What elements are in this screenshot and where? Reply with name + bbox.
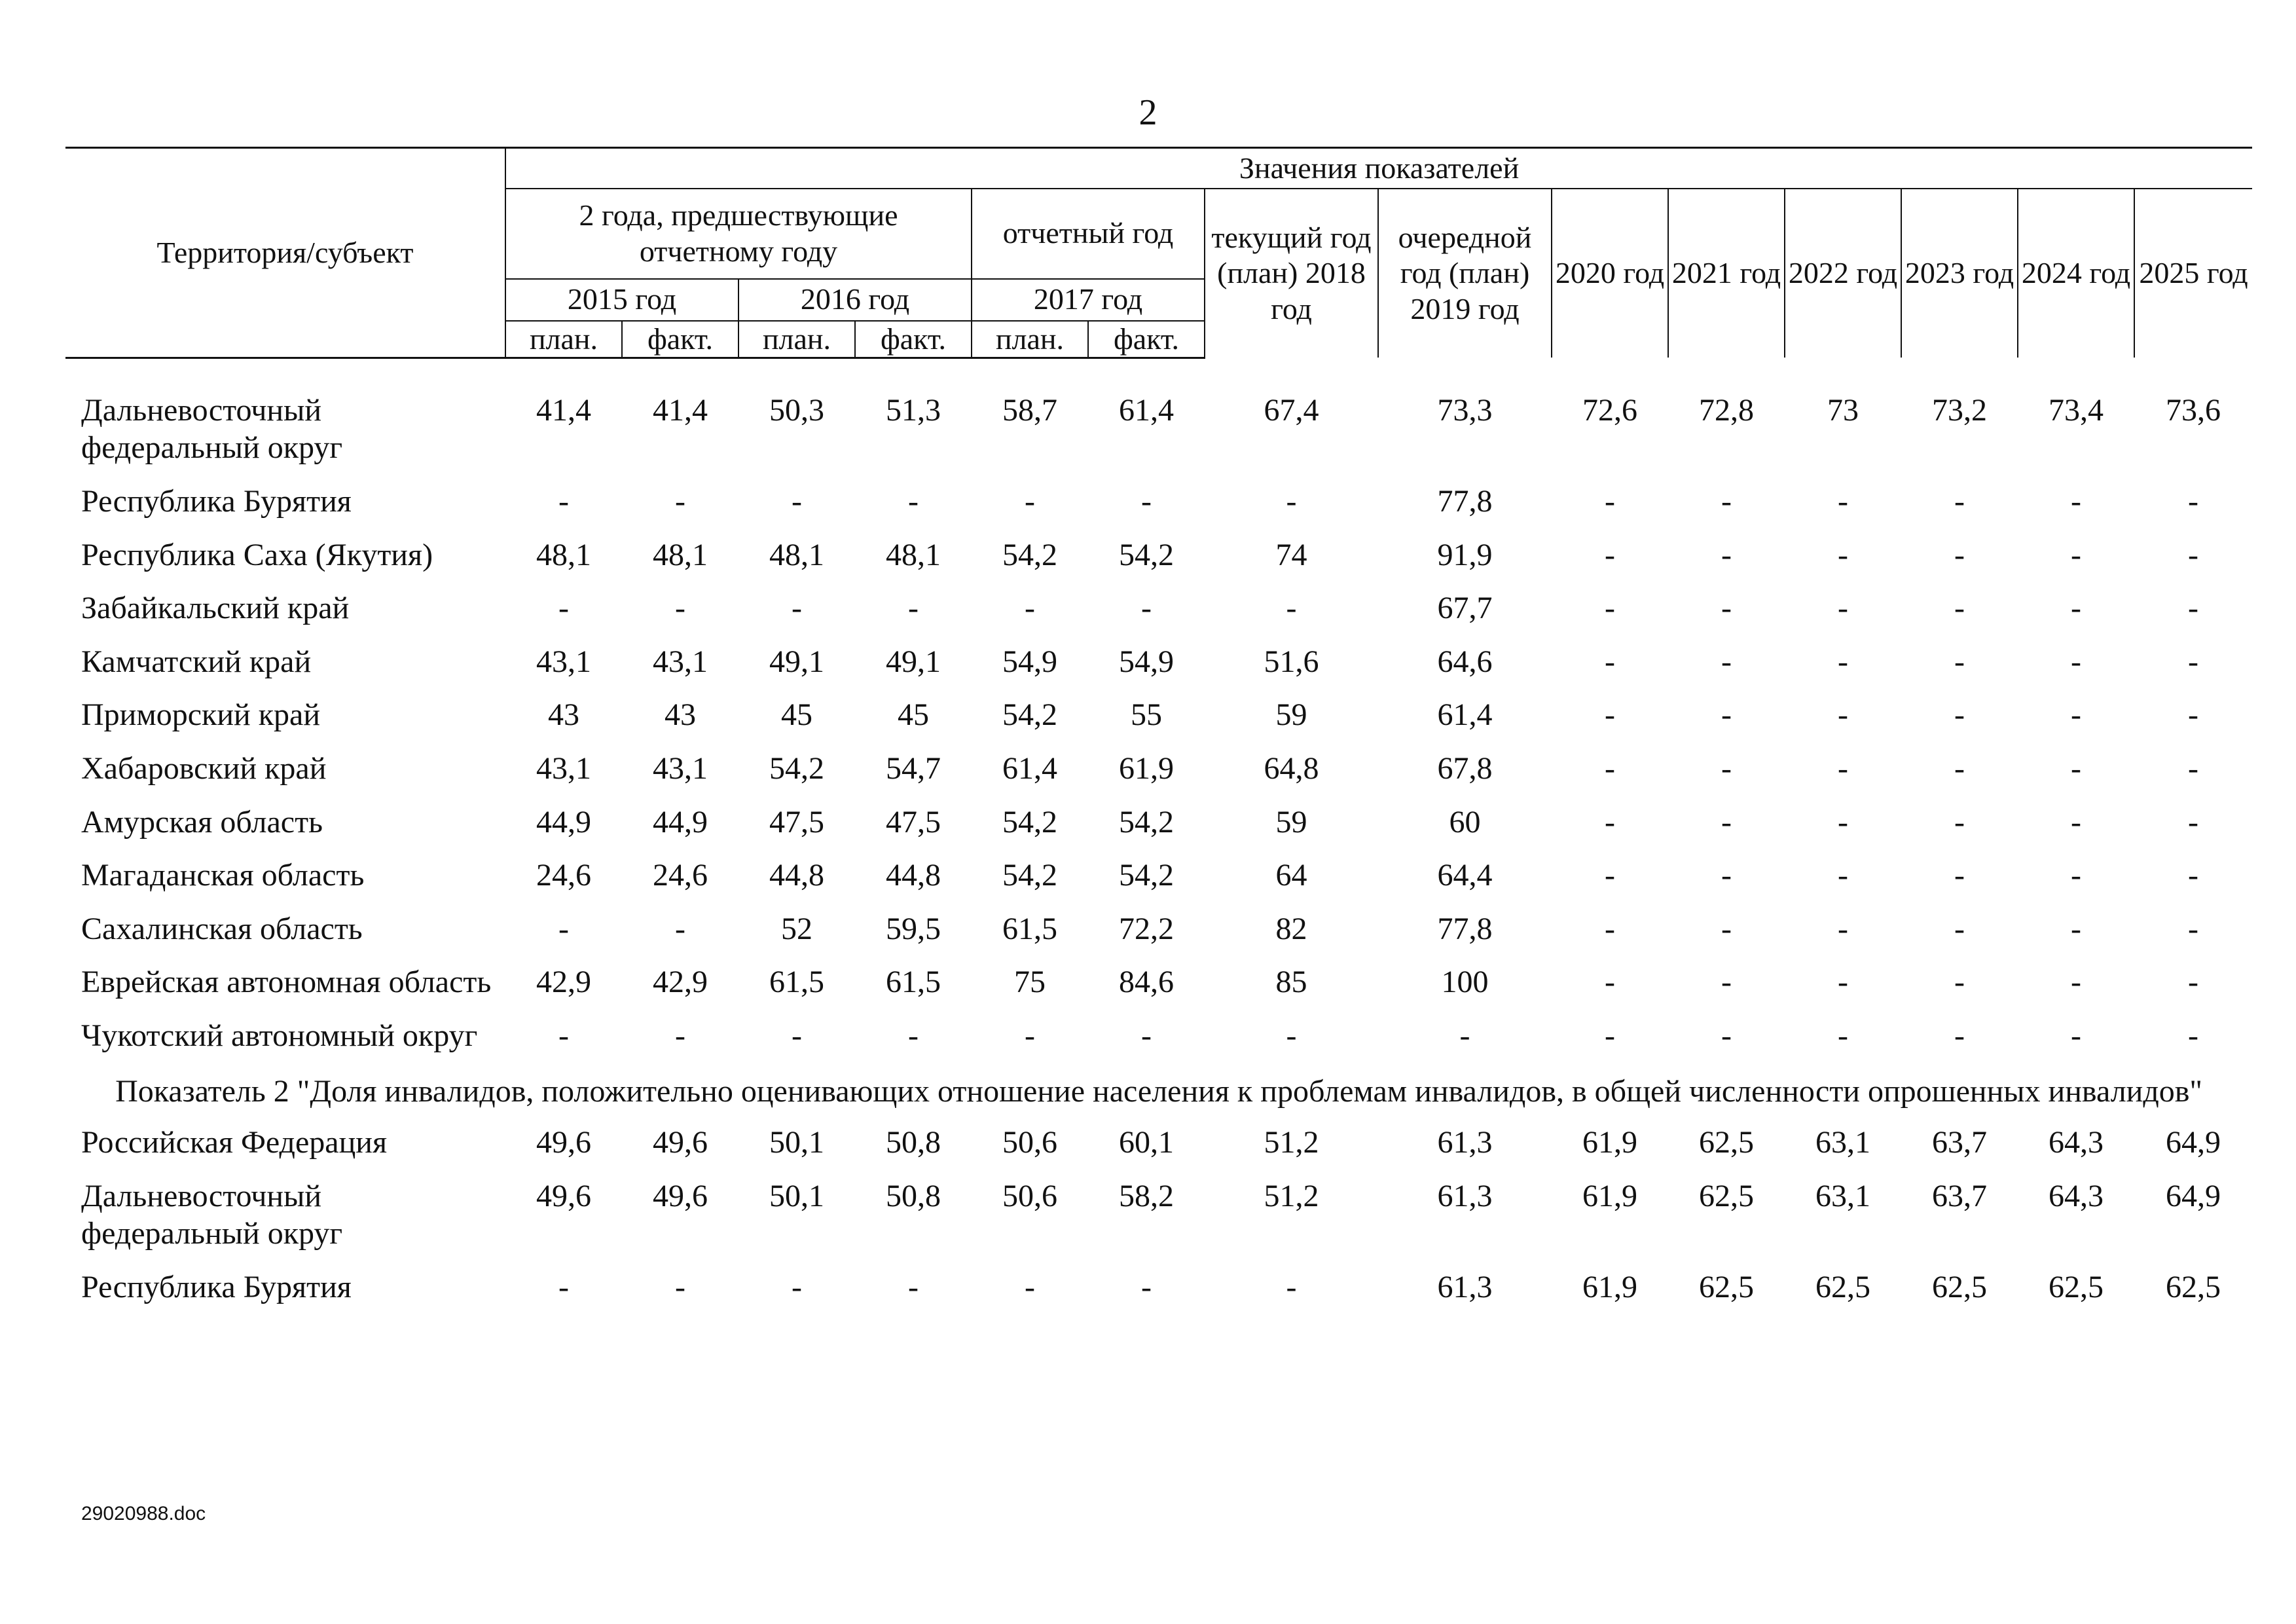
row-value-cell: 61,3	[1437, 1125, 1493, 1160]
header-2023: 2023 год	[1901, 189, 2018, 358]
row-value-cell: 24,6	[653, 858, 708, 893]
row-value-cell: 74	[1275, 537, 1307, 572]
page-number: 2	[1139, 92, 1157, 133]
row-value-cell: 52	[781, 911, 812, 946]
row-value-cell: -	[1605, 804, 1615, 840]
row-territory-name: Хабаровский край	[81, 750, 327, 786]
row-value-cell: 54,2	[1002, 804, 1057, 840]
row-value-cell: -	[1721, 591, 1732, 626]
row-value-cell: -	[792, 483, 802, 519]
row-value-cell: 41,4	[653, 392, 708, 428]
row-value-cell: -	[2188, 858, 2199, 893]
row-value-cell: 48,1	[886, 537, 941, 572]
header-2017: 2017 год	[972, 279, 1205, 321]
row-value-cell: 61,3	[1437, 1178, 1493, 1213]
row-value-cell: 64,4	[1437, 858, 1493, 893]
row-value-cell: -	[2071, 750, 2081, 786]
row-value-cell: 42,9	[536, 965, 591, 1000]
table-row	[65, 1171, 2252, 1262]
row-value-cell: 44,9	[653, 804, 708, 840]
row-value-cell: 44,8	[769, 858, 824, 893]
row-value-cell: -	[2188, 750, 2199, 786]
row-value-cell: 54,2	[1119, 858, 1174, 893]
row-value-cell: 49,6	[536, 1178, 591, 1213]
row-territory-name: Российская Федерация	[81, 1125, 388, 1160]
table-row	[65, 957, 2252, 1010]
spacer-row	[65, 358, 2252, 385]
header-2024: 2024 год	[2018, 189, 2134, 358]
row-value-cell: 49,1	[886, 644, 941, 679]
row-value-cell: 62,5	[1815, 1269, 1870, 1304]
row-value-cell: 51,6	[1264, 644, 1319, 679]
row-value-cell: -	[1605, 750, 1615, 786]
row-value-cell: 73,3	[1437, 392, 1493, 428]
row-value-cell: 49,1	[769, 644, 824, 679]
row-value-cell: 64,3	[2049, 1178, 2104, 1213]
row-value-cell: 44,9	[536, 804, 591, 840]
row-value-cell: 49,6	[653, 1178, 708, 1213]
row-value-cell: 41,4	[536, 392, 591, 428]
row-value-cell: 63,1	[1815, 1178, 1870, 1213]
row-value-cell: 60	[1449, 804, 1481, 840]
row-territory-name: Дальневосточный федеральный округ	[81, 1178, 343, 1251]
row-value-cell: 45	[898, 697, 929, 733]
table-body	[65, 358, 2252, 1315]
table-row	[65, 797, 2252, 851]
row-value-cell: -	[1721, 911, 1732, 946]
row-value-cell: 54,7	[886, 750, 941, 786]
row-value-cell: -	[1721, 804, 1732, 840]
row-value-cell: 63,7	[1932, 1178, 1987, 1213]
row-value-cell: -	[558, 1269, 569, 1304]
row-value-cell: -	[1721, 483, 1732, 519]
table-row	[65, 690, 2252, 743]
row-value-cell: -	[1605, 1018, 1615, 1053]
row-value-cell: -	[1286, 1018, 1297, 1053]
header-2020: 2020 год	[1552, 189, 1668, 358]
row-value-cell: 77,8	[1437, 911, 1493, 946]
row-value-cell: -	[1838, 644, 1848, 679]
row-value-cell: 50,6	[1002, 1125, 1057, 1160]
row-territory-name: Приморский край	[81, 697, 321, 733]
header-prior-years: 2 года, предшествующие отчетному году	[505, 189, 972, 279]
row-value-cell: -	[1838, 483, 1848, 519]
row-value-cell: 54,2	[1119, 537, 1174, 572]
row-value-cell: -	[1954, 483, 1965, 519]
table-row	[65, 530, 2252, 583]
row-value-cell: 47,5	[769, 804, 824, 840]
row-value-cell: -	[792, 1018, 802, 1053]
row-value-cell: -	[1721, 697, 1732, 733]
row-value-cell: 45	[781, 697, 812, 733]
header-territory: Территория/субъект	[65, 148, 505, 358]
table-row	[65, 1010, 2252, 1064]
row-value-cell: -	[1838, 591, 1848, 626]
row-value-cell: 64,9	[2166, 1178, 2221, 1213]
row-value-cell: 51,2	[1264, 1178, 1319, 1213]
row-value-cell: 43,1	[653, 750, 708, 786]
row-value-cell: 47,5	[886, 804, 941, 840]
header-2021: 2021 год	[1668, 189, 1785, 358]
row-value-cell: 67,4	[1264, 392, 1319, 428]
row-value-cell: -	[1954, 591, 1965, 626]
header-reporting-year: отчетный год	[972, 189, 1205, 279]
row-value-cell: 50,1	[769, 1178, 824, 1213]
row-value-cell: -	[2071, 537, 2081, 572]
row-value-cell: -	[1954, 804, 1965, 840]
table-row	[65, 637, 2252, 690]
row-value-cell: -	[2188, 697, 2199, 733]
row-value-cell: -	[1838, 697, 1848, 733]
row-territory-name: Республика Бурятия	[81, 483, 352, 519]
table-row	[65, 1117, 2252, 1171]
row-territory-name: Сахалинская область	[81, 911, 363, 946]
row-value-cell: 44,8	[886, 858, 941, 893]
table-row	[65, 385, 2252, 476]
row-value-cell: 50,8	[886, 1178, 941, 1213]
row-value-cell: -	[1954, 697, 1965, 733]
row-value-cell: 62,5	[1699, 1125, 1754, 1160]
table-row	[65, 904, 2252, 957]
row-value-cell: 43,1	[536, 750, 591, 786]
row-value-cell: -	[2188, 483, 2199, 519]
row-value-cell: -	[1459, 1018, 1470, 1053]
row-value-cell: 73	[1827, 392, 1859, 428]
table-header	[65, 148, 2252, 358]
header-plan-2015: план.	[505, 321, 622, 358]
row-value-cell: 51,3	[886, 392, 941, 428]
row-value-cell: 61,4	[1437, 697, 1493, 733]
row-value-cell: -	[1605, 537, 1615, 572]
row-value-cell: 50,1	[769, 1125, 824, 1160]
row-territory-name: Камчатский край	[81, 644, 312, 679]
row-value-cell: -	[1838, 965, 1848, 1000]
row-value-cell: -	[2071, 1018, 2081, 1053]
row-value-cell: -	[2188, 591, 2199, 626]
row-value-cell: -	[1721, 644, 1732, 679]
row-value-cell: -	[1954, 858, 1965, 893]
row-value-cell: 54,2	[769, 750, 824, 786]
row-territory-name: Забайкальский край	[81, 591, 350, 626]
row-value-cell: -	[1721, 750, 1732, 786]
row-value-cell: -	[1605, 911, 1615, 946]
row-value-cell: 61,5	[886, 965, 941, 1000]
row-value-cell: -	[558, 483, 569, 519]
row-value-cell: 62,5	[1932, 1269, 1987, 1304]
row-value-cell: -	[1605, 483, 1615, 519]
row-value-cell: 54,2	[1119, 804, 1174, 840]
row-value-cell: -	[1838, 804, 1848, 840]
row-value-cell: -	[908, 1018, 919, 1053]
row-value-cell: -	[1721, 965, 1732, 1000]
row-value-cell: -	[2071, 965, 2081, 1000]
row-value-cell: -	[1954, 911, 1965, 946]
row-value-cell: 49,6	[536, 1125, 591, 1160]
row-value-cell: -	[1605, 591, 1615, 626]
row-value-cell: -	[2188, 1018, 2199, 1053]
row-value-cell: 48,1	[769, 537, 824, 572]
row-value-cell: 64,9	[2166, 1125, 2221, 1160]
row-value-cell: -	[675, 1018, 685, 1053]
header-plan-2016: план.	[738, 321, 855, 358]
row-value-cell: -	[1954, 750, 1965, 786]
header-fact-2017: факт.	[1088, 321, 1205, 358]
row-value-cell: 72,6	[1582, 392, 1637, 428]
row-value-cell: -	[908, 591, 919, 626]
row-value-cell: -	[1838, 537, 1848, 572]
row-value-cell: 61,9	[1582, 1125, 1637, 1160]
row-value-cell: 77,8	[1437, 483, 1493, 519]
row-value-cell: -	[1025, 1269, 1035, 1304]
row-value-cell: 72,8	[1699, 392, 1754, 428]
row-value-cell: 73,4	[2049, 392, 2104, 428]
row-value-cell: 62,5	[2049, 1269, 2104, 1304]
row-value-cell: 75	[1014, 965, 1046, 1000]
row-value-cell: 43,1	[653, 644, 708, 679]
row-value-cell: 42,9	[653, 965, 708, 1000]
row-value-cell: -	[2071, 697, 2081, 733]
row-value-cell: 62,5	[2166, 1269, 2221, 1304]
row-value-cell: 63,7	[1932, 1125, 1987, 1160]
row-value-cell: 63,1	[1815, 1125, 1870, 1160]
row-territory-name: Амурская область	[81, 804, 323, 840]
row-value-cell: 55	[1131, 697, 1162, 733]
spacer-cell	[65, 358, 2252, 385]
row-value-cell: 64,8	[1264, 750, 1319, 786]
indicators-table	[65, 147, 2252, 1315]
row-value-cell: -	[2071, 591, 2081, 626]
row-value-cell: -	[1838, 858, 1848, 893]
row-value-cell: 64,3	[2049, 1125, 2104, 1160]
row-value-cell: -	[1141, 591, 1152, 626]
row-value-cell: -	[1286, 591, 1297, 626]
header-values: Значения показателей	[505, 148, 2252, 189]
row-value-cell: 84,6	[1119, 965, 1174, 1000]
row-value-cell: 50,6	[1002, 1178, 1057, 1213]
row-value-cell: -	[1605, 697, 1615, 733]
row-value-cell: -	[675, 1269, 685, 1304]
row-value-cell: 61,5	[769, 965, 824, 1000]
row-value-cell: 61,9	[1582, 1178, 1637, 1213]
header-plan-2017: план.	[972, 321, 1088, 358]
row-value-cell: -	[2188, 537, 2199, 572]
row-value-cell: -	[1954, 537, 1965, 572]
row-value-cell: 85	[1275, 965, 1307, 1000]
row-value-cell: 54,2	[1002, 697, 1057, 733]
row-territory-name: Республика Бурятия	[81, 1269, 352, 1304]
row-value-cell: -	[2188, 965, 2199, 1000]
row-value-cell: 60,1	[1119, 1125, 1174, 1160]
row-territory-name: Чукотский автономный округ	[81, 1018, 478, 1053]
row-value-cell: 59	[1275, 804, 1307, 840]
row-value-cell: 43	[665, 697, 696, 733]
row-value-cell: -	[1025, 591, 1035, 626]
row-value-cell: -	[1954, 1018, 1965, 1053]
row-value-cell: 59	[1275, 697, 1307, 733]
row-value-cell: 50,3	[769, 392, 824, 428]
row-territory-name: Еврейская автономная область	[81, 965, 492, 1000]
row-value-cell: 62,5	[1699, 1178, 1754, 1213]
row-value-cell: -	[1025, 1018, 1035, 1053]
row-value-cell: 43	[548, 697, 579, 733]
row-value-cell: 54,2	[1002, 537, 1057, 572]
row-territory-name: Магаданская область	[81, 858, 365, 893]
row-territory-name: Республика Саха (Якутия)	[81, 537, 433, 572]
row-value-cell: 61,3	[1437, 1269, 1493, 1304]
table-row	[65, 850, 2252, 904]
row-value-cell: 48,1	[653, 537, 708, 572]
row-value-cell: -	[2071, 858, 2081, 893]
row-value-cell: -	[908, 1269, 919, 1304]
row-value-cell: 82	[1275, 911, 1307, 946]
row-value-cell: -	[1954, 644, 1965, 679]
row-value-cell: -	[1954, 965, 1965, 1000]
header-current-year: текущий год (план) 2018 год	[1205, 189, 1378, 358]
row-value-cell: -	[1838, 750, 1848, 786]
row-value-cell: -	[908, 483, 919, 519]
header-next-year: очередной год (план) 2019 год	[1378, 189, 1552, 358]
row-value-cell: 54,9	[1119, 644, 1174, 679]
row-value-cell: -	[675, 591, 685, 626]
header-2022: 2022 год	[1785, 189, 1901, 358]
row-value-cell: 61,5	[1002, 911, 1057, 946]
row-value-cell: -	[558, 591, 569, 626]
row-value-cell: -	[792, 591, 802, 626]
row-value-cell: 100	[1441, 965, 1489, 1000]
row-value-cell: -	[1838, 1018, 1848, 1053]
row-value-cell: -	[558, 911, 569, 946]
row-value-cell: -	[2188, 804, 2199, 840]
row-value-cell: -	[2188, 644, 2199, 679]
row-value-cell: 73,2	[1932, 392, 1987, 428]
row-value-cell: 61,4	[1119, 392, 1174, 428]
row-value-cell: -	[2071, 483, 2081, 519]
row-value-cell: 54,2	[1002, 858, 1057, 893]
row-value-cell: -	[1286, 1269, 1297, 1304]
row-value-cell: 91,9	[1437, 537, 1493, 572]
row-value-cell: -	[1721, 1018, 1732, 1053]
row-value-cell: 59,5	[886, 911, 941, 946]
row-value-cell: -	[1605, 965, 1615, 1000]
row-value-cell: 43,1	[536, 644, 591, 679]
row-value-cell: 58,7	[1002, 392, 1057, 428]
section-title: Показатель 2 "Доля инвалидов, положительно оценивающих отношение населения к проблемам инвалидов, в общей численности опрошенных инвалидов"	[115, 1074, 2203, 1109]
row-value-cell: 73,6	[2166, 392, 2221, 428]
row-value-cell: -	[2071, 644, 2081, 679]
row-value-cell: -	[558, 1018, 569, 1053]
row-value-cell: 61,9	[1119, 750, 1174, 786]
row-value-cell: 64,6	[1437, 644, 1493, 679]
row-value-cell: -	[1838, 911, 1848, 946]
table-row	[65, 743, 2252, 797]
row-value-cell: 62,5	[1699, 1269, 1754, 1304]
row-value-cell: 48,1	[536, 537, 591, 572]
row-value-cell: 24,6	[536, 858, 591, 893]
header-2025: 2025 год	[2134, 189, 2252, 358]
header-fact-2016: факт.	[855, 321, 972, 358]
row-value-cell: -	[1605, 644, 1615, 679]
row-value-cell: 58,2	[1119, 1178, 1174, 1213]
row-value-cell: 67,7	[1437, 591, 1493, 626]
row-value-cell: 50,8	[886, 1125, 941, 1160]
row-value-cell: -	[2071, 804, 2081, 840]
row-value-cell: 49,6	[653, 1125, 708, 1160]
row-value-cell: -	[1286, 483, 1297, 519]
table-row	[65, 583, 2252, 637]
document-code: 29020988.doc	[81, 1503, 206, 1524]
row-value-cell: -	[675, 483, 685, 519]
header-fact-2015: факт.	[622, 321, 738, 358]
row-value-cell: 54,9	[1002, 644, 1057, 679]
row-value-cell: -	[675, 911, 685, 946]
row-value-cell: -	[1141, 1018, 1152, 1053]
row-value-cell: 61,4	[1002, 750, 1057, 786]
row-value-cell: -	[1721, 858, 1732, 893]
row-value-cell: -	[1141, 1269, 1152, 1304]
row-value-cell: -	[2071, 911, 2081, 946]
row-value-cell: -	[2188, 911, 2199, 946]
row-value-cell: 61,9	[1582, 1269, 1637, 1304]
row-value-cell: 72,2	[1119, 911, 1174, 946]
row-territory-name: Дальневосточный федеральный округ	[81, 392, 343, 466]
row-value-cell: 67,8	[1437, 750, 1493, 786]
row-value-cell: -	[1721, 537, 1732, 572]
row-value-cell: -	[792, 1269, 802, 1304]
row-value-cell: 51,2	[1264, 1125, 1319, 1160]
table-row	[65, 1262, 2252, 1316]
section-title-row	[65, 1063, 2252, 1117]
row-value-cell: -	[1605, 858, 1615, 893]
row-value-cell: -	[1141, 483, 1152, 519]
header-2016: 2016 год	[738, 279, 972, 321]
table-row	[65, 476, 2252, 530]
row-value-cell: -	[1025, 483, 1035, 519]
row-value-cell: 64	[1275, 858, 1307, 893]
header-2015: 2015 год	[505, 279, 738, 321]
